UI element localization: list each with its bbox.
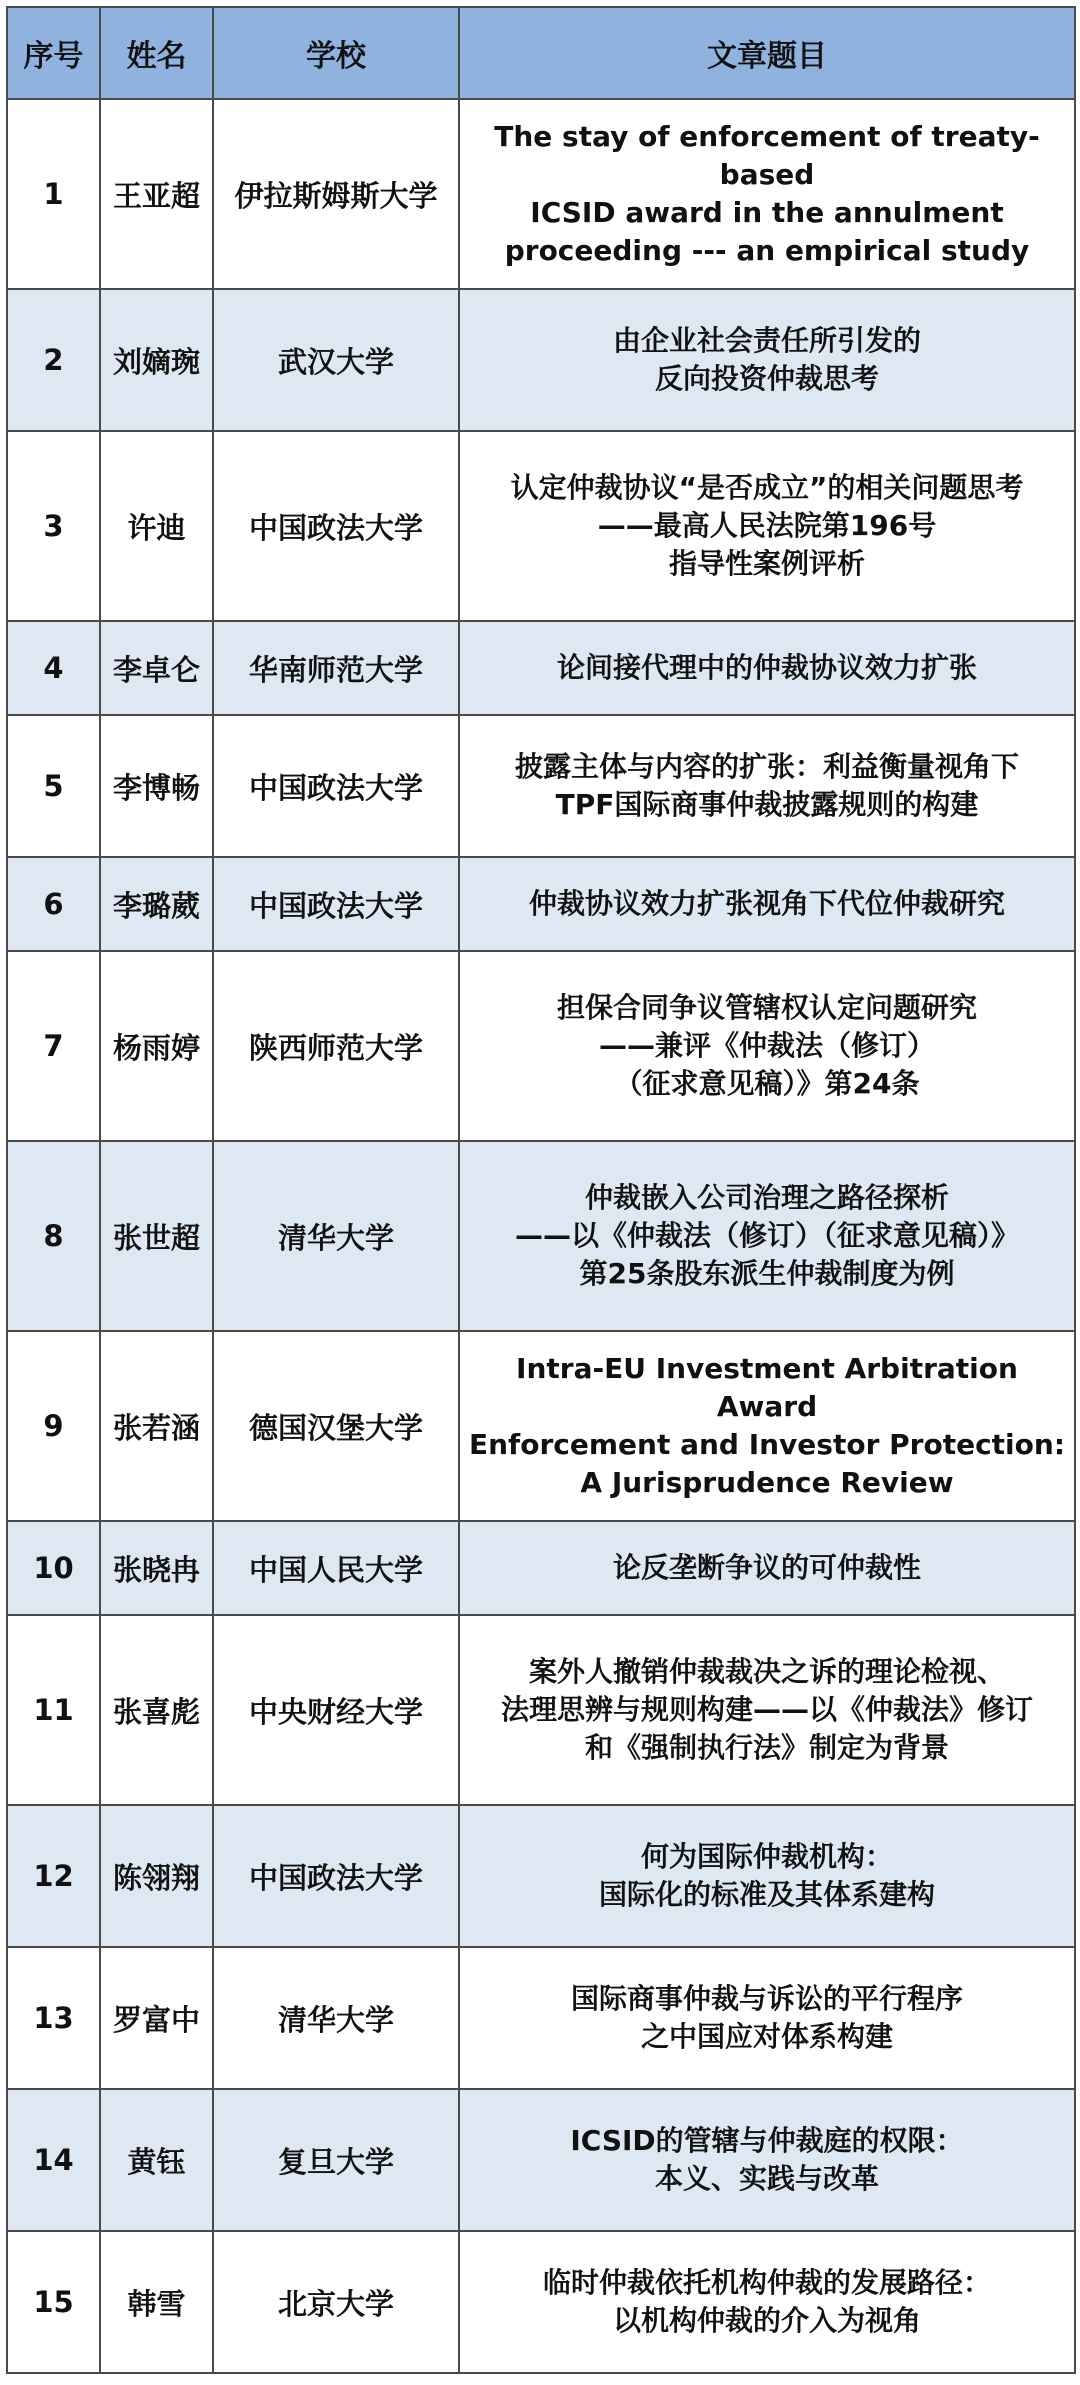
cell-title: 案外人撤销仲裁裁决之诉的理论检视、 法理思辨与规则构建——以《仲裁法》修订 和《强制执行法》制定为背景 [459,1615,1075,1805]
table-row [7,621,1075,715]
cell-name: 陈翎翔 [100,1805,213,1947]
cell-school: 中国政法大学 [213,857,459,951]
cell-title: 临时仲裁依托机构仲裁的发展路径： 以机构仲裁的介入为视角 [459,2231,1075,2373]
cell-title: 何为国际仲裁机构： 国际化的标准及其体系建构 [459,1805,1075,1947]
cell-title: 国际商事仲裁与诉讼的平行程序 之中国应对体系构建 [459,1947,1075,2089]
cell-school: 清华大学 [213,1947,459,2089]
table-row [7,1521,1075,1615]
cell-name: 李卓仑 [100,621,213,715]
cell-number: 8 [7,1141,100,1331]
header-number: 序号 [7,7,100,99]
cell-school: 北京大学 [213,2231,459,2373]
cell-school: 伊拉斯姆斯大学 [213,99,459,289]
cell-name: 许迪 [100,431,213,621]
cell-name: 李博畅 [100,715,213,857]
cell-school: 清华大学 [213,1141,459,1331]
cell-number: 6 [7,857,100,951]
cell-number: 3 [7,431,100,621]
cell-title: 论反垄断争议的可仲裁性 [459,1521,1075,1615]
cell-name: 黄钰 [100,2089,213,2231]
header-title: 文章题目 [459,7,1075,99]
table-row [7,1805,1075,1947]
table-row [7,715,1075,857]
table-row [7,1141,1075,1331]
cell-number: 13 [7,1947,100,2089]
table-row [7,2231,1075,2373]
cell-number: 15 [7,2231,100,2373]
cell-name: 韩雪 [100,2231,213,2373]
table-row [7,1331,1075,1521]
cell-title: 认定仲裁协议“是否成立”的相关问题思考 ——最高人民法院第196号 指导性案例评析 [459,431,1075,621]
cell-school: 武汉大学 [213,289,459,431]
table-row [7,431,1075,621]
header-school: 学校 [213,7,459,99]
cell-school: 中国政法大学 [213,715,459,857]
cell-title: 论间接代理中的仲裁协议效力扩张 [459,621,1075,715]
cell-title: ICSID的管辖与仲裁庭的权限： 本义、实践与改革 [459,2089,1075,2231]
table-row [7,1947,1075,2089]
cell-number: 1 [7,99,100,289]
cell-number: 14 [7,2089,100,2231]
table-row [7,951,1075,1141]
cell-title: 披露主体与内容的扩张：利益衡量视角下 TPF国际商事仲裁披露规则的构建 [459,715,1075,857]
cell-name: 张世超 [100,1141,213,1331]
cell-name: 张喜彪 [100,1615,213,1805]
cell-number: 4 [7,621,100,715]
cell-title: The stay of enforcement of treaty-based ICSID award in the annulment proceeding --- an empirical study [459,99,1075,289]
cell-number: 11 [7,1615,100,1805]
table-row [7,1615,1075,1805]
cell-name: 张晓冉 [100,1521,213,1615]
cell-name: 张若涵 [100,1331,213,1521]
cell-school: 德国汉堡大学 [213,1331,459,1521]
table-row [7,857,1075,951]
cell-title: 担保合同争议管辖权认定问题研究 ——兼评《仲裁法（修订） （征求意见稿）》第24条 [459,951,1075,1141]
header-name: 姓名 [100,7,213,99]
participants-table [6,6,1076,2374]
cell-number: 2 [7,289,100,431]
cell-name: 王亚超 [100,99,213,289]
table-row [7,2089,1075,2231]
table-row [7,99,1075,289]
cell-title: 由企业社会责任所引发的 反向投资仲裁思考 [459,289,1075,431]
cell-school: 中国政法大学 [213,1805,459,1947]
cell-number: 9 [7,1331,100,1521]
cell-name: 刘嫡琬 [100,289,213,431]
cell-school: 陕西师范大学 [213,951,459,1141]
cell-number: 7 [7,951,100,1141]
cell-school: 华南师范大学 [213,621,459,715]
cell-school: 中央财经大学 [213,1615,459,1805]
cell-name: 李璐葳 [100,857,213,951]
cell-number: 12 [7,1805,100,1947]
cell-number: 10 [7,1521,100,1615]
cell-name: 罗富中 [100,1947,213,2089]
cell-school: 中国人民大学 [213,1521,459,1615]
cell-title: 仲裁嵌入公司治理之路径探析 ——以《仲裁法（修订）（征求意见稿）》 第25条股东派生仲裁制度为例 [459,1141,1075,1331]
table-header-row [7,7,1075,99]
cell-number: 5 [7,715,100,857]
cell-school: 复旦大学 [213,2089,459,2231]
cell-name: 杨雨婷 [100,951,213,1141]
table-row [7,289,1075,431]
cell-title: Intra-EU Investment Arbitration Award Enforcement and Investor Protection: A Jurisprudence Review [459,1331,1075,1521]
cell-title: 仲裁协议效力扩张视角下代位仲裁研究 [459,857,1075,951]
cell-school: 中国政法大学 [213,431,459,621]
